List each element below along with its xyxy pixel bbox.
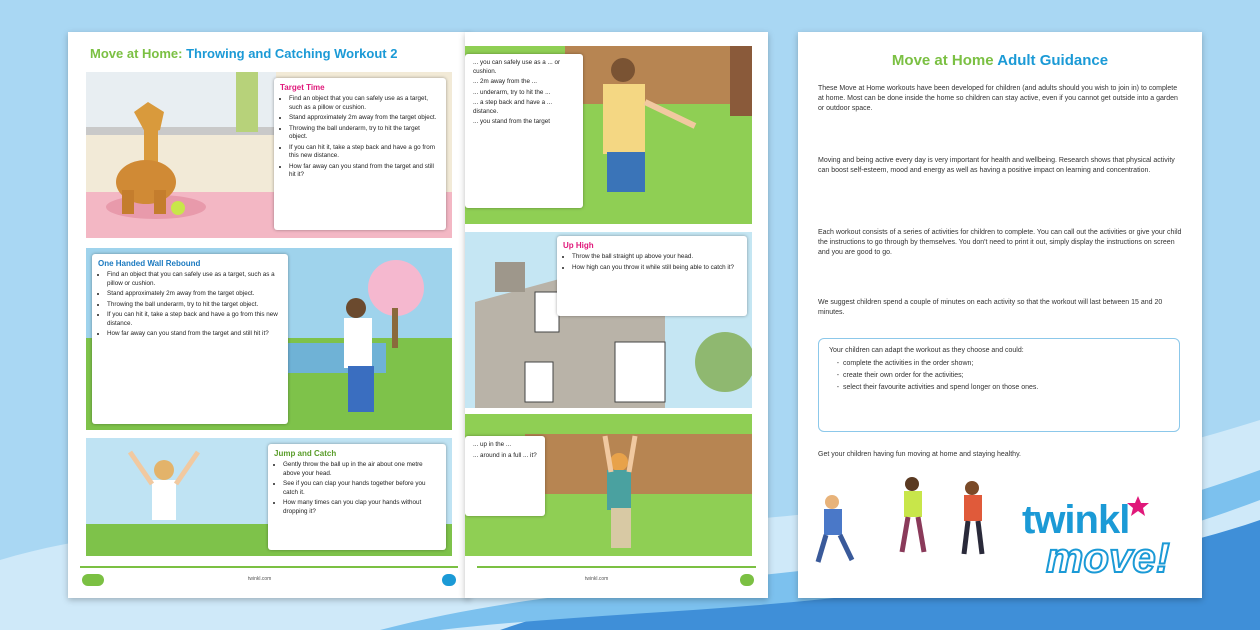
- adapt-workout-box: [818, 338, 1180, 432]
- paragraph: We suggest children spend a couple of minutes on each activity so that the workout will last between 15 and 20 minutes.: [818, 299, 1163, 317]
- footer-line: [477, 566, 756, 568]
- list-item: - create their own order for the activities;: [843, 372, 1169, 379]
- list-item: • Throw the ball straight up above your head.: [572, 253, 741, 262]
- list-item: ... around in a full ... it?: [473, 451, 537, 459]
- list-item: • How many times can you clap your hands without dropping it?: [283, 499, 440, 516]
- jump-catch-panel: [86, 438, 452, 556]
- list-item: • Stand approximately 2m away from the target object.: [107, 290, 282, 299]
- closing-line: Get your children having fun moving at home and staying healthy.: [818, 451, 1021, 458]
- catch-panel: [465, 414, 752, 556]
- list-item: • If you can hit it, take a step back and have a go from this new distance.: [289, 144, 440, 161]
- target-time-list: [280, 95, 440, 180]
- badge-icon: [740, 574, 754, 586]
- catch-list: [471, 441, 539, 460]
- up-high-list: [563, 253, 741, 272]
- list-item: ... 2m away from the ...: [473, 78, 538, 85]
- children-exercising-illustration: [812, 472, 1002, 572]
- one-handed-panel: [86, 248, 452, 430]
- list-item: • Find an object that you can safely use as a target, such as a pillow or cushion.: [107, 271, 282, 288]
- twinkl-logo-icon: [82, 574, 104, 586]
- adapt-intro: Your children can adapt the workout as they choose and could:: [829, 347, 1024, 354]
- up-high-box: [557, 236, 747, 316]
- twinkl-move-logo: [998, 486, 1194, 596]
- up-high-panel: [465, 232, 752, 408]
- list-item: • Throwing the ball underarm, try to hit the target object.: [289, 125, 440, 142]
- garden-panel: [465, 46, 752, 224]
- list-item: • Gently throw the ball up in the air about one metre above your head.: [283, 461, 440, 478]
- paragraph: These Move at Home workouts have been developed for children (and adults should you wish to join in) to complete at home. Most can be done inside the home so children can stay active, even if you cannot get outside into a garden or outdoor space.: [818, 85, 1178, 113]
- list-item: • How far away can you stand from the target and still hit it?: [107, 330, 282, 339]
- garden-list: [471, 59, 577, 127]
- list-item: • Throwing the ball underarm, try to hit the target object.: [107, 301, 282, 310]
- footer-url: twinkl.com: [585, 576, 609, 582]
- catch-box: [465, 436, 545, 516]
- jump-catch-list: [274, 461, 440, 516]
- logo-word-move: move!: [1046, 534, 1170, 581]
- list-item: • If you can hit it, take a step back and have a go from this new distance.: [107, 311, 282, 328]
- list-item: - complete the activities in the order shown;: [843, 360, 1169, 367]
- title-part-1: Move at Home: [891, 52, 994, 69]
- list-item: • How high can you throw it while still being able to catch it?: [572, 264, 741, 273]
- adapt-list: [829, 360, 1169, 391]
- badge-icon: [442, 574, 456, 586]
- list-item: - select their favourite activities and spend longer on those ones.: [843, 384, 1169, 391]
- jump-catch-heading: Jump and Catch: [274, 449, 337, 458]
- list-item: ... you stand from the target: [473, 118, 551, 125]
- list-item: ... a step back and have a ... distance.: [473, 99, 553, 115]
- list-item: • How far away can you stand from the target and still hit it?: [289, 163, 440, 180]
- one-handed-box: [92, 254, 288, 424]
- target-time-panel: [86, 72, 452, 238]
- title-part-2: Throwing and Catching Workout 2: [186, 46, 398, 61]
- target-time-heading: Target Time: [280, 83, 325, 92]
- target-time-box: [274, 78, 446, 230]
- up-high-heading: Up High: [563, 241, 594, 250]
- paragraph: Each workout consists of a series of activities for children to complete. You can call out the activities or give your child the instructions to go through by themselves. You don't need to print it out, simply display the instructions on screen and you are good to go.: [818, 229, 1182, 257]
- title-part-2: Adult Guidance: [997, 52, 1109, 69]
- guidance-title: [798, 52, 1202, 69]
- logo-word-twinkl: twinkl: [1022, 498, 1130, 542]
- worksheet-page-1: [68, 32, 470, 598]
- garden-box: [465, 54, 583, 208]
- paragraph: Moving and being active every day is very important for health and wellbeing. Research shows that physical activity can boost self-esteem, mood and energy as well as having a positive impact on learning and concentration.: [818, 157, 1175, 175]
- list-item: • Find an object that you can safely use as a target, such as a pillow or cushion.: [289, 95, 440, 112]
- jump-catch-box: [268, 444, 446, 550]
- footer-url: twinkl.com: [248, 576, 272, 582]
- page-title: [90, 46, 397, 61]
- title-part-1: Move at Home:: [90, 46, 183, 61]
- list-item: • See if you can clap your hands together before you catch it.: [283, 480, 440, 497]
- worksheet-page-2: [465, 32, 768, 598]
- one-handed-list: [98, 271, 282, 339]
- one-handed-heading: One Handed Wall Rebound: [98, 259, 201, 268]
- list-item: • Stand approximately 2m away from the target object.: [289, 114, 440, 123]
- list-item: ... you can safely use as a ... or cushion.: [473, 59, 561, 75]
- list-item: ... underarm, try to hit the ...: [473, 88, 551, 96]
- list-item: ... up in the ...: [473, 441, 512, 448]
- footer-line: [80, 566, 458, 568]
